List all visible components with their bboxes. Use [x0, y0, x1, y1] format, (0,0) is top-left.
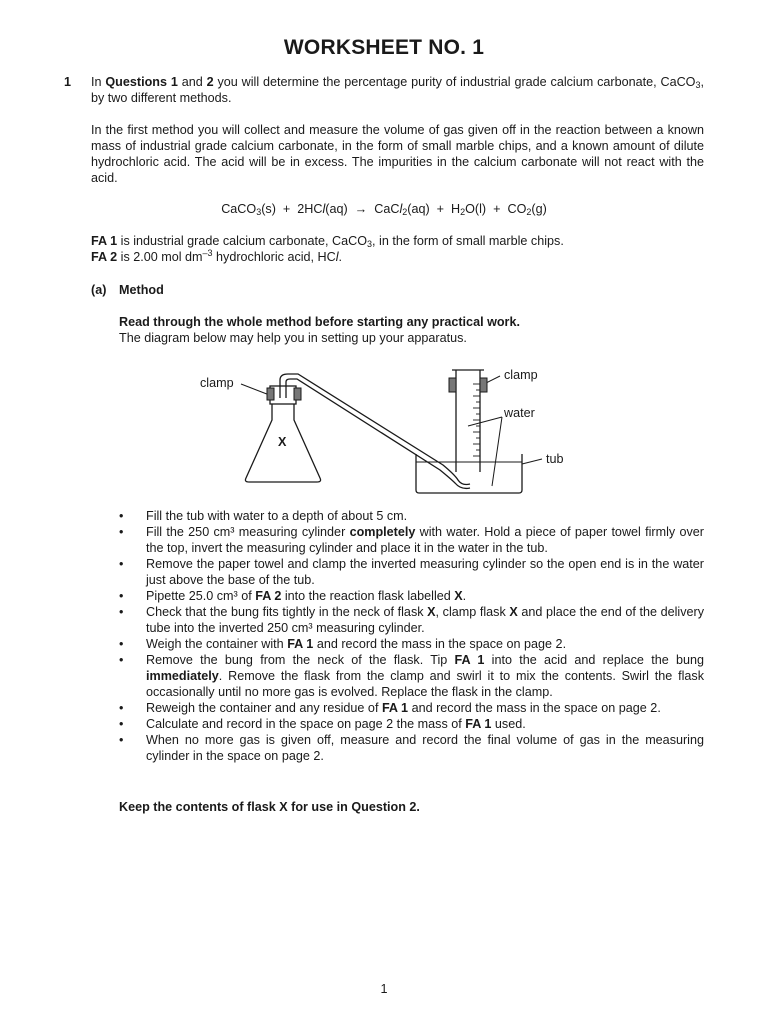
graduation-marks: [473, 384, 480, 456]
page-number: 1: [380, 982, 388, 996]
list-item: • Weigh the container with FA 1 and record the mass in the space on page 2.: [119, 637, 567, 651]
page-title: WORKSHEET NO. 1: [283, 36, 485, 59]
label-clamp-left: clamp: [200, 376, 234, 390]
keep-contents-note: Keep the contents of flask X for use in Question 2.: [119, 800, 420, 814]
list-item: • Pipette 25.0 cm³ of FA 2 into the reaction flask labelled X.: [119, 589, 467, 603]
label-water: water: [504, 406, 535, 420]
list-item: • Remove the bung from the neck of the flask. Tip FA 1 into the acid and replace the bung immediately. Remove the flask from the clamp and swirl it to mix the contents. Swirl the flask occasionally until no more gas is evolved. Replace the flask in the clamp.: [119, 653, 704, 699]
label-clamp-right: clamp: [504, 368, 538, 382]
list-item: • Reweigh the container and any residue of FA 1 and record the mass in the space on page 2.: [119, 701, 661, 715]
reagent-fa1: FA 1 is industrial grade calcium carbonate, CaCO$_3$, in the form of small marble chips.: [91, 234, 564, 249]
clamp-left-cylinder: [449, 378, 456, 392]
diagram-note: The diagram below may help you in setting up your apparatus.: [119, 331, 467, 345]
clamp-right-flask: [294, 388, 301, 400]
list-item: • Fill the 250 cm³ measuring cylinder completely with water. Hold a piece of paper towel firmly over the top, invert the measuring cylinder and place it in the water in the tub.: [119, 525, 705, 555]
list-item: • Remove the paper towel and clamp the inverted measuring cylinder so the open end is in the water just above the base of the tub.: [119, 557, 704, 587]
intro-paragraph-2: In the first method you will collect and measure the volume of gas given off in the reaction between a known mass of industrial grade calcium carbonate, in the form of small marble chips, and a known amount of dilute hydrochloric acid. The acid will be in excess. The impurities in the calcium carbonate will not react with the acid.: [91, 123, 704, 185]
clamp-left-flask: [267, 388, 274, 400]
list-item: • Calculate and record in the space on page 2 the mass of FA 1 used.: [119, 717, 526, 731]
list-item: • Check that the bung fits tightly in the neck of flask X, clamp flask X and place the end of the delivery tube into the inverted 250 cm³ measuring cylinder.: [119, 605, 705, 635]
label-flask-x: X: [278, 435, 287, 449]
reagent-fa2: FA 2 is 2.00 mol $dm^{-3}$ hydrochloric acid, HCl.: [91, 248, 343, 264]
question-number: 1: [64, 75, 72, 89]
reaction-equation: CaCO$_3$(s) + 2HCl(aq) → CaCl$_2$(aq) + $H_2O(l) + CO_2(g)$: [221, 202, 547, 217]
list-item: • When no more gas is given off, measure and record the final volume of gas in the measuring cylinder in the space on page 2.: [119, 733, 704, 763]
measuring-cylinder: [452, 370, 484, 472]
apparatus-diagram: [190, 362, 580, 502]
method-instruction: Read through the whole method before starting any practical work.: [119, 315, 520, 329]
intro-paragraph-1: In Questions 1 and 2 you will determine the percentage purity of industrial grade calcium carbonate, CaCO$_3$, by two different methods.: [91, 75, 704, 105]
clamp-right-cylinder: [480, 378, 487, 392]
tub: [416, 454, 522, 493]
method-steps: [119, 508, 704, 764]
label-tub: tub: [546, 452, 564, 466]
list-item: • Fill the tub with water to a depth of about 5 cm.: [119, 509, 408, 523]
section-a-label: (a): [91, 283, 107, 297]
section-a-title: Method: [119, 283, 164, 297]
